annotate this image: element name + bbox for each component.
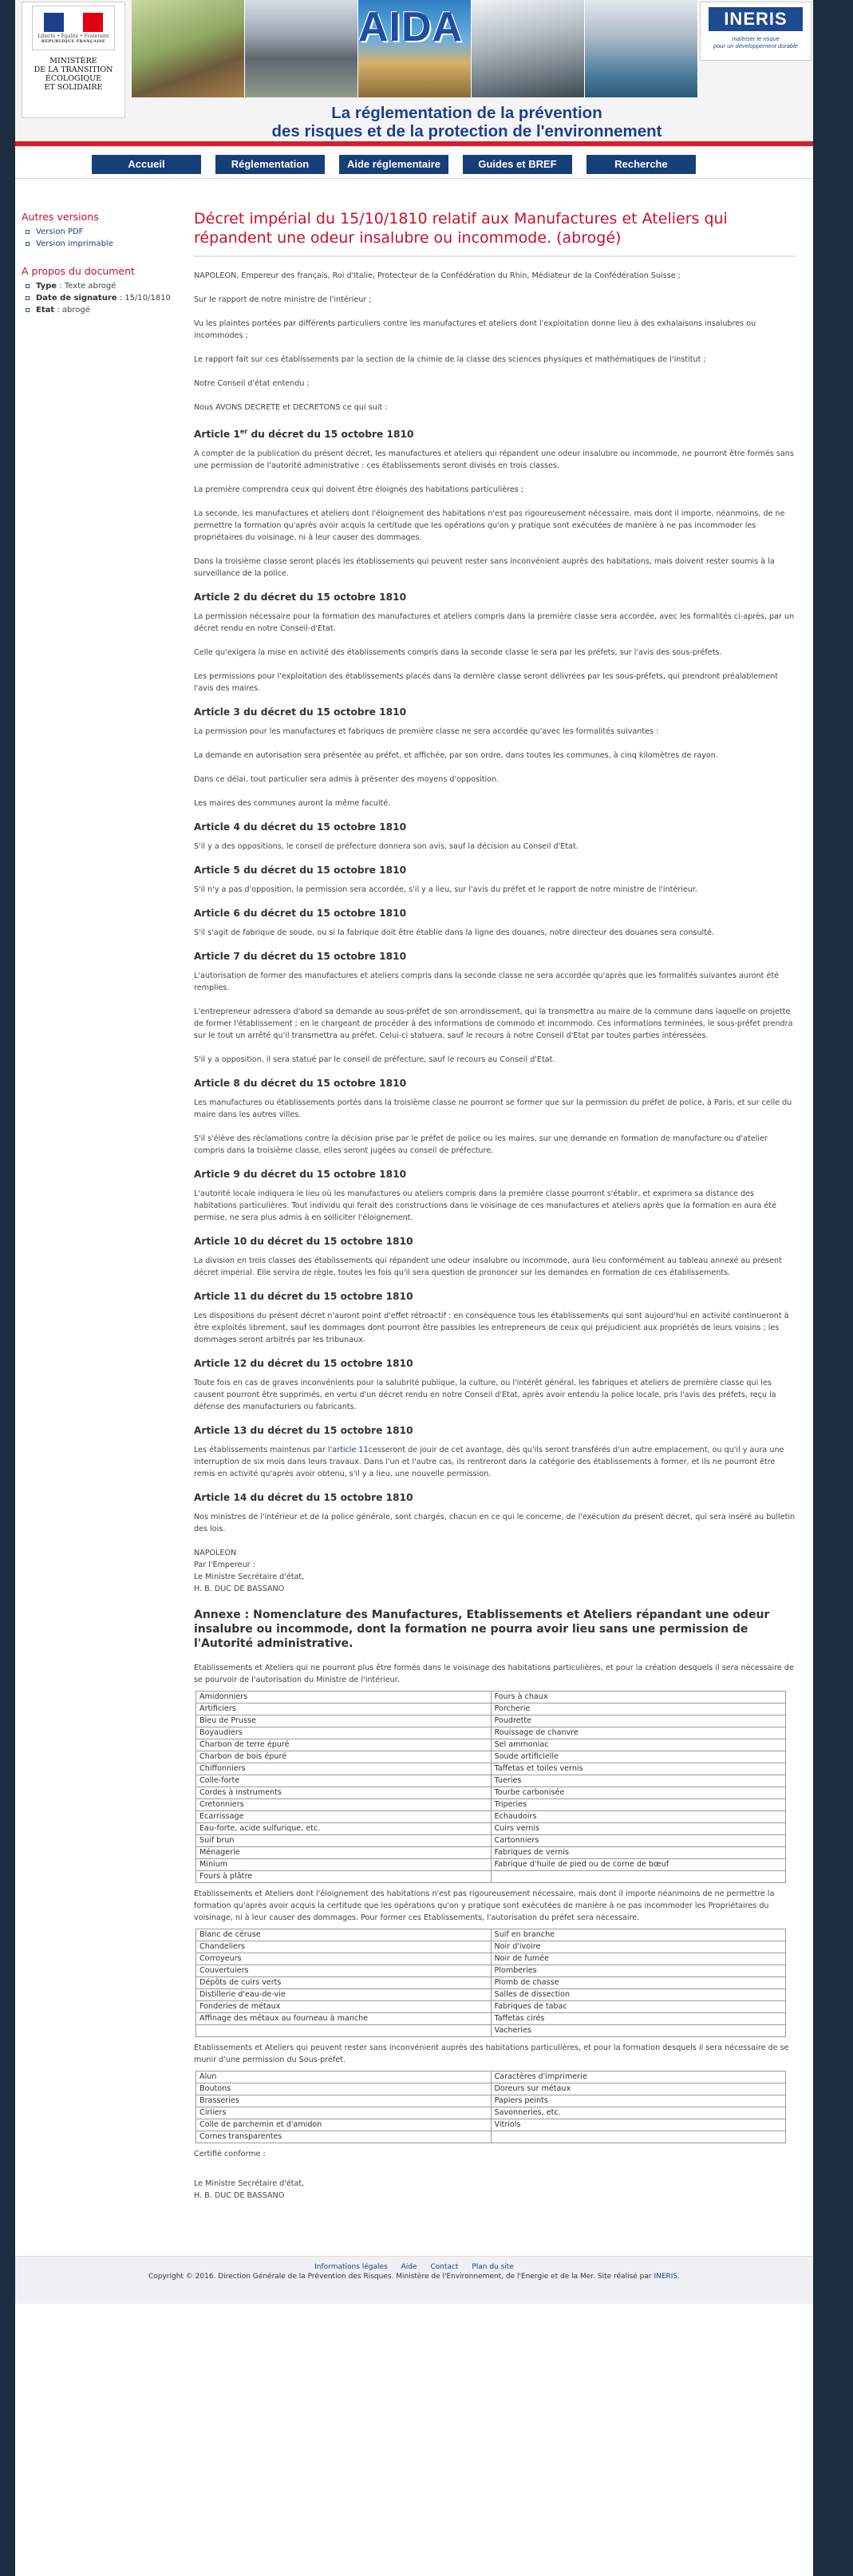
table-row	[196, 2083, 786, 2095]
article-paragraph: La division en trois classes des établissements qui répandent une odeur insalubre ou incommode, aura lieu conformément au tableau annexé au présent décret impérial. Elle servira de règle, toutes les fois qu'il sera question de prononcer sur les demandes en formation de ces établissements.	[194, 1256, 782, 1278]
table-row	[196, 2025, 786, 2037]
table-cell: Rouissage de chanvre	[491, 1727, 786, 1739]
article-5-heading: Article 5 du décret du 15 octobre 1810	[194, 865, 407, 876]
table-cell: Corroyeurs	[196, 1953, 492, 1965]
table-cell: Distillerie d'eau-de-vie	[196, 1989, 492, 2001]
table-cell: Savonneries, etc.	[491, 2107, 786, 2119]
article-paragraph: La seconde, les manufactures et ateliers dont l'éloignement des habitations n'est pas rigoureusement nécessaire, mais dont il importe, néanmoins, de ne permettre la formation qu'après avoir acquis la certitude que les opérations qu'on y pratique sont exécutées de manière à ne pas incommoder les propriétaires du voisinage, ni à leur causer des dommages.	[194, 509, 785, 543]
table-cell: Colle de parchemin et d'amidon	[196, 2119, 492, 2131]
table-cell: Cirliers	[196, 2107, 492, 2119]
table-row	[196, 1739, 786, 1751]
table-cell: Charbon de bois épuré	[196, 1751, 492, 1763]
table-row	[196, 1787, 786, 1799]
french-flag-icon	[44, 13, 103, 32]
banner-photo-water	[585, 0, 698, 97]
preamble-paragraph: Vu les plaintes portées par différents particuliers contre les manufactures et ateliers dont l'exploitation donne lieu à des exhalaisons insalubres ou incommodes ;	[194, 319, 756, 340]
article-paragraph: L'autorisation de former des manufactures et ateliers compris dans la seconde classe ne sera accordée qu'après que les formalités suivantes auront été remplies.	[194, 971, 780, 993]
article-paragraph: Les dispositions du présent décret n'auront point d'effet rétroactif : en conséquence tous les établissements qui sont aujourd'hui en activité continueront à être exploités librement, sauf les dommages dont pourront être passibles les entrepreneurs de ceux qui préjudicient aux propriétés de leurs voisins ; les dommages seront arbitrés par les tribunaux.	[194, 1312, 789, 1345]
site-footer	[15, 2256, 813, 2304]
table-cell: Brasseries	[196, 2095, 492, 2107]
republic-label: RÉPUBLIQUE FRANÇAISE	[41, 38, 106, 44]
table-cell: Echaudoirs	[491, 1811, 786, 1823]
table-cell	[491, 1871, 786, 1883]
table-cell: Cuirs vernis	[491, 1823, 786, 1835]
table-cell: Suif en branche	[491, 1929, 786, 1941]
class2-table	[195, 1929, 786, 2037]
preamble-paragraph: Sur le rapport de notre ministre de l'intérieur ;	[194, 295, 372, 304]
table-row	[196, 1977, 786, 1989]
article-2-heading: Article 2 du décret du 15 octobre 1810	[194, 592, 407, 603]
table-row	[196, 2013, 786, 2025]
ineris-logo[interactable]	[700, 2, 812, 61]
article-paragraph: Les maires des communes auront la même faculté.	[194, 799, 391, 809]
marianne-emblem	[32, 6, 115, 50]
article-heading-text: Article 1	[194, 429, 240, 441]
table-row	[196, 1823, 786, 1835]
table-cell: Alun	[196, 2071, 492, 2083]
footer-copyright	[15, 2273, 813, 2281]
table-row	[196, 1751, 786, 1763]
main-nav	[15, 147, 813, 179]
preamble-paragraph: Notre Conseil d'état entendu ;	[194, 379, 310, 388]
table-cell: Minium	[196, 1859, 492, 1871]
aida-logo[interactable]: AIDA	[358, 4, 464, 50]
table-row	[196, 1871, 786, 1883]
table-cell: Fonderies de métaux	[196, 2001, 492, 2013]
table-row	[196, 1703, 786, 1715]
table-cell: Noir de fumée	[491, 1953, 786, 1965]
table-row	[196, 2131, 786, 2143]
class3-table	[195, 2071, 786, 2143]
annex-title: Annexe : Nomenclature des Manufactures, Etablissements et Ateliers répandant une odeur insalubre ou incommode, dont la formation ne pourra avoir lieu sans une permission de l'Autorité administrative.	[194, 1609, 770, 1651]
table-cell: Cornes transparentes	[196, 2131, 492, 2143]
table-cell: Fours à chaux	[491, 1692, 786, 1703]
article-paragraph: L'entrepreneur adressera d'abord sa demande au sous-préfet de son arrondissement, qui la transmettra au maire de la commune dans laquelle on projette de former l'établissement ; en le chargeant de procéder à des informations de commodo et incommodo. Ces informations terminées, le sous-préfet prendra sur le tout un arrêté qu'il transmettra au préfet. Celui-ci statuera, sauf le recours à notre Conseil d'Etat par toutes parties intéressées.	[194, 1007, 793, 1041]
footer-link-contact[interactable]: Contact	[430, 2263, 459, 2272]
article-paragraph: Dans ce délai, tout particulier sera admis à présenter des moyens d'opposition.	[194, 775, 500, 785]
about-type: Type : Texte abrogé	[22, 280, 183, 292]
sidebar	[15, 209, 183, 2214]
article-paragraph: Celle qu'exigera la mise en activité des établissements compris dans la seconde classe le sera par les préfets, sur l'avis des sous-préfets.	[194, 648, 722, 658]
preamble-paragraph: Nous AVONS DECRETE et DECRETONS ce qui suit :	[194, 403, 388, 412]
table-cell: Taffetas et toiles vernis	[491, 1763, 786, 1775]
table-row	[196, 1847, 786, 1859]
article-paragraph	[194, 1444, 796, 1480]
table-row	[196, 1965, 786, 1977]
table-cell: Caractères d'imprimerie	[491, 2071, 786, 2083]
table-cell: Ecarrissage	[196, 1811, 492, 1823]
table-row	[196, 1989, 786, 2001]
table-row	[196, 1929, 786, 1941]
article-3-heading: Article 3 du décret du 15 octobre 1810	[194, 706, 407, 718]
table-cell: Blanc de céruse	[196, 1929, 492, 1941]
table-cell: Fours à plâtre	[196, 1871, 492, 1883]
table-row	[196, 2095, 786, 2107]
table-row	[196, 1835, 786, 1847]
article-7-heading: Article 7 du décret du 15 octobre 1810	[194, 951, 407, 963]
about-state: Etat : abrogé	[22, 304, 183, 316]
class2-intro: Etablissements et Ateliers dont l'éloignement des habitations n'est pas rigoureusement nécessaire, mais dont il importe néanmoins de ne permettre la formation qu'après avoir acquis la certitude que les opérations qu'on y pratique sont exécutées de manière à ne pas incommoder les Propriétaires du voisinage, ni à leur causer des dommages. Pour former ces Etablissements, l'autorisation du préfet sera nécessaire.	[194, 1889, 775, 1923]
article-paragraph: S'il y a des oppositions, le conseil de préfecture donnera son avis, sauf la décision au Conseil d'Etat.	[194, 842, 579, 852]
table-cell: Chiffonniers	[196, 1763, 492, 1775]
article-text: Les établissements maintenus par l'	[194, 1446, 333, 1455]
table-cell: Doreurs sur métaux	[491, 2083, 786, 2095]
table-cell: Triperies	[491, 1799, 786, 1811]
table-cell: Dépôts de cuirs verts	[196, 1977, 492, 1989]
list-item	[22, 238, 183, 250]
banner-photo-tank	[245, 0, 358, 97]
table-cell: Sel ammoniac	[491, 1739, 786, 1751]
other-versions-title: Autres versions	[22, 211, 99, 223]
article-8-heading: Article 8 du décret du 15 octobre 1810	[194, 1078, 407, 1090]
signature-block: NAPOLEON Par l'Empereur : Le Ministre Secrétaire d'état, H. B. DUC DE BASSANO	[194, 1549, 305, 1594]
table-row	[196, 1799, 786, 1811]
article-paragraph: La permission pour les manufactures et fabriques de première classe ne sera accordée qu'avec les formalités suivantes :	[194, 727, 659, 737]
article-11-link[interactable]: article 11	[332, 1446, 369, 1455]
bullet-square-icon	[26, 284, 30, 288]
preamble-paragraph: Le rapport fait sur ces établissements par la section de la chimie de la classe des sciences physiques et mathématiques de l'institut ;	[194, 355, 706, 364]
certified-label: Certifié conforme :	[194, 2150, 266, 2159]
bullet-square-icon	[26, 242, 30, 246]
table-cell: Cordes à instruments	[196, 1787, 492, 1799]
table-row	[196, 1715, 786, 1727]
about-value: abrogé	[61, 306, 90, 315]
table-row	[196, 1859, 786, 1871]
table-cell: Charbon de terre épuré	[196, 1739, 492, 1751]
table-row	[196, 2071, 786, 2083]
republic-motto: Liberté • Égalité • Fraternité	[38, 33, 109, 39]
nav-aide-reglementaire[interactable]: Aide réglementaire	[339, 155, 448, 174]
table-row	[196, 2119, 786, 2131]
footer-link-legal[interactable]: Informations légales	[314, 2263, 388, 2272]
nav-guides-bref[interactable]: Guides et BREF	[463, 155, 572, 174]
table-cell: Fabrique d'huile de pied ou de corne de bœuf	[491, 1859, 786, 1871]
bullet-square-icon	[26, 230, 30, 234]
page-title: Décret impérial du 15/10/1810 relatif aux Manufactures et Ateliers qui répandent une odeur insalubre ou incommode. (abrogé)	[194, 209, 796, 257]
preamble-paragraph: NAPOLEON, Empereur des français, Roi d'Italie, Protecteur de la Confédération du Rhin, Médiateur de la Confédération Suisse ;	[194, 271, 681, 280]
article-paragraph: Les manufactures ou établissements portés dans la troisième classe ne pourront se former que sur la permission du préfet de police, à Paris, et sur celle du maire dans les autres villes.	[194, 1098, 792, 1120]
table-cell: Tueries	[491, 1775, 786, 1787]
table-row	[196, 1811, 786, 1823]
table-row	[196, 1692, 786, 1703]
site-banner	[15, 0, 813, 147]
article-6-heading: Article 6 du décret du 15 octobre 1810	[194, 908, 407, 920]
document-content	[183, 209, 805, 2214]
table-cell: Amidonniers	[196, 1692, 492, 1703]
table-cell: Tourbe carbonisée	[491, 1787, 786, 1799]
banner-photo-birds	[132, 0, 245, 97]
table-cell	[196, 2025, 492, 2037]
nav-reglementation[interactable]: Réglementation	[215, 155, 325, 174]
table-cell: Taffetas cirés	[491, 2013, 786, 2025]
list-item	[22, 226, 183, 238]
bullet-square-icon	[26, 308, 30, 312]
table-row	[196, 2107, 786, 2119]
about-label: Date de signature	[36, 294, 117, 303]
about-label: Type	[36, 282, 57, 291]
banner-photo-factory	[472, 0, 585, 97]
table-cell	[491, 2131, 786, 2143]
article-4-heading: Article 4 du décret du 15 octobre 1810	[194, 821, 407, 833]
table-cell: Chandeliers	[196, 1941, 492, 1953]
printable-version-link[interactable]: Version imprimable	[36, 239, 113, 248]
table-cell: Colle-forte	[196, 1775, 492, 1787]
article-13-heading: Article 13 du décret du 15 octobre 1810	[194, 1425, 413, 1437]
footer-links	[15, 2263, 813, 2271]
bullet-square-icon	[26, 296, 30, 300]
table-row	[196, 1775, 786, 1787]
article-paragraph: Nos ministres de l'intérieur et de la police générale, sont chargés, chacun en ce qui le concerne, de l'exécution du présent décret, qui sera inséré au bulletin des lois.	[194, 1513, 796, 1534]
article-paragraph: S'il n'y a pas d'opposition, la permission sera accordée, s'il y a lieu, sur l'avis du préfet et le rapport de notre ministre de l'intérieur.	[194, 885, 697, 895]
table-cell: Artificiers	[196, 1703, 492, 1715]
nav-recherche[interactable]: Recherche	[586, 155, 696, 174]
article-10-heading: Article 10 du décret du 15 octobre 1810	[194, 1236, 413, 1248]
footer-link-sitemap[interactable]: Plan du site	[472, 2263, 514, 2272]
article-paragraph: S'il s'agit de fabrique de soude, ou si la fabrique doit être établie dans la ligne des douanes, notre directeur des douanes sera consulté.	[194, 928, 714, 938]
table-cell: Fabriques de vernis	[491, 1847, 786, 1859]
table-cell: Vacheries	[491, 2025, 786, 2037]
article-text: cesseront de jouir de cet avantage, dès qu'ils seront transférés d'un autre emplacement, ou qu'il y aura une interruption de six mois dans leurs travaux. Dans l'un et l'autre cas, ils rentreront dans la catégorie des établissements à former, et ils ne pourront être remis en activité qu'après avoir obtenu, s'il y a lieu, une nouvelle permission.	[194, 1446, 784, 1479]
table-cell: Boutons	[196, 2083, 492, 2095]
article-paragraph: Toute fois en cas de graves inconvénients pour la salubrité publique, la culture, ou l'intérêt général, les fabriques et ateliers de première classe qui les causent pourront être supprimés, en vertu d'un décret rendu en notre Conseil d'Etat, après avoir entendu la police locale, pris l'avis des préfets, reçu la défense des manufacturiers ou fabricants.	[194, 1379, 776, 1412]
article-paragraph: La permission nécessaire pour la formation des manufactures et ateliers compris dans la première classe sera accordée, avec les formalités ci-après, par un décret rendu en notre Conseil-d'Etat.	[194, 612, 795, 634]
table-cell: Porcherie	[491, 1703, 786, 1715]
class1-table	[195, 1691, 786, 1883]
class3-intro: Etablissements et Ateliers qui peuvent rester sans inconvénient auprès des habitations particulières, et pour la formation desquels il sera nécessaire de se munir d'une permission du Sous-préfet.	[194, 2044, 789, 2065]
ineris-tagline: maîtriser le risque pour un développement durable	[713, 35, 798, 49]
article-paragraph: S'il y a opposition, il sera statué par le conseil de préfecture, sauf le recours au Conseil d'Etat.	[194, 1055, 555, 1065]
article-paragraph: L'autorité locale indiquera le lieu où les manufactures ou ateliers compris dans la première classe pourront s'établir, et exprimera sa distance des habitations particulières. Tout individu qui ferait des constructions dans le voisinage de ces manufactures et ateliers après que la formation en aura été permise, ne sera plus admis à en solliciter l'éloignement.	[194, 1189, 776, 1223]
table-cell: Suif brun	[196, 1835, 492, 1847]
footer-link-help[interactable]: Aide	[401, 2263, 417, 2272]
ineris-footer-link[interactable]: INERIS.	[654, 2273, 681, 2281]
table-cell: Salles de dissection	[491, 1989, 786, 2001]
article-paragraph: S'il s'élève des réclamations contre la décision prise par le préfet de police ou les maires, sur une demande en formation de manufacture ou d'atelier compris dans la troisième classe, elles seront jugées au conseil de préfecture.	[194, 1134, 768, 1156]
pdf-version-link[interactable]: Version PDF	[36, 228, 84, 236]
table-cell: Bleu de Prusse	[196, 1715, 492, 1727]
about-value: Texte abrogé	[64, 282, 116, 291]
article-paragraph: La demande en autorisation sera présentée au préfet, et affichée, par son ordre, dans toutes les communes, à cinq kilomètres de rayon.	[194, 751, 718, 761]
about-label: Etat	[36, 306, 55, 315]
table-row	[196, 1763, 786, 1775]
table-cell: Ménagerie	[196, 1847, 492, 1859]
table-cell: Plomberies	[491, 1965, 786, 1977]
table-cell: Noir d'ivoire	[491, 1941, 786, 1953]
ministry-name: MINISTÈRE DE LA TRANSITION ÉCOLOGIQUE ET SOLIDAIRE	[34, 57, 113, 92]
article-11-heading: Article 11 du décret du 15 octobre 1810	[194, 1291, 413, 1303]
table-row	[196, 2001, 786, 2013]
article-1-heading	[194, 425, 796, 441]
table-cell: Cartonniers	[491, 1835, 786, 1847]
table-cell: Plomb de chasse	[491, 1977, 786, 1989]
other-versions-list	[22, 226, 183, 250]
ministry-logo[interactable]	[22, 2, 125, 118]
table-cell: Boyaudiers	[196, 1727, 492, 1739]
table-cell: Couvertuiers	[196, 1965, 492, 1977]
article-heading-text: du décret du 15 octobre 1810	[247, 429, 414, 441]
signature-block-2: Le Ministre Secrétaire d'état, H. B. DUC DE BASSANO	[194, 2179, 305, 2201]
article-paragraph: A compter de la publication du présent décret, les manufactures et ateliers qui répandent une odeur insalubre ou incommode, ne pourront être formés sans une permission de l'autorité administrative : ces établissements seront divisés en trois classes.	[194, 449, 794, 471]
article-14-heading: Article 14 du décret du 15 octobre 1810	[194, 1492, 413, 1504]
table-row	[196, 1941, 786, 1953]
about-document-title: A propos du document	[22, 265, 135, 277]
table-cell: Cretonniers	[196, 1799, 492, 1811]
table-cell: Vitriols	[491, 2119, 786, 2131]
table-cell: Papiers peints	[491, 2095, 786, 2107]
table-cell: Soude artificielle	[491, 1751, 786, 1763]
article-paragraph: La première comprendra ceux qui doivent être éloignés des habitations particulières ;	[194, 485, 524, 495]
table-cell: Fabriques de tabac	[491, 2001, 786, 2013]
table-row	[196, 1953, 786, 1965]
banner-title: La réglementation de la prévention des risques et de la protection de l'environnement	[271, 104, 662, 140]
about-signature-date: Date de signature : 15/10/1810	[22, 292, 183, 304]
article-12-heading: Article 12 du décret du 15 octobre 1810	[194, 1358, 413, 1370]
about-document-list	[22, 280, 183, 316]
table-cell: Eau-forte, acide sulfurique, etc.	[196, 1823, 492, 1835]
table-row	[196, 1727, 786, 1739]
article-9-heading: Article 9 du décret du 15 octobre 1810	[194, 1169, 407, 1181]
nav-accueil[interactable]: Accueil	[92, 155, 201, 174]
class1-intro: Etablissements et Ateliers qui ne pourront plus être formés dans le voisinage des habitations particulières, et pour la création desquels il sera nécessaire de se pourvoir de l'autorisation du Ministre de l'intérieur.	[194, 1664, 794, 1685]
table-cell: Poudrette	[491, 1715, 786, 1727]
page-layout	[15, 179, 813, 2214]
about-value: 15/10/1810	[124, 294, 171, 303]
ineris-wordmark: INERIS	[709, 7, 803, 31]
article-paragraph: Dans la troisième classe seront placés les établissements qui peuvent rester sans inconvénient auprès des habitations, mais doivent rester soumis à la surveillance de la police.	[194, 557, 775, 579]
table-cell: Affinage des métaux au fourneau à manche	[196, 2013, 492, 2025]
copyright-text: Copyright © 2016. Direction Générale de la Prévention des Risques. Ministère de l'Environnement, de l'Energie et de la Mer. Site réalisé par	[148, 2273, 654, 2281]
page	[15, 0, 813, 2576]
article-paragraph: Les permissions pour l'exploitation des établissements placés dans la dernière classe seront délivrées par les sous-préfets, qui prendront préalablement l'avis des maires.	[194, 672, 779, 694]
banner-red-rule	[15, 141, 813, 146]
article-heading-sup: er	[239, 428, 248, 435]
